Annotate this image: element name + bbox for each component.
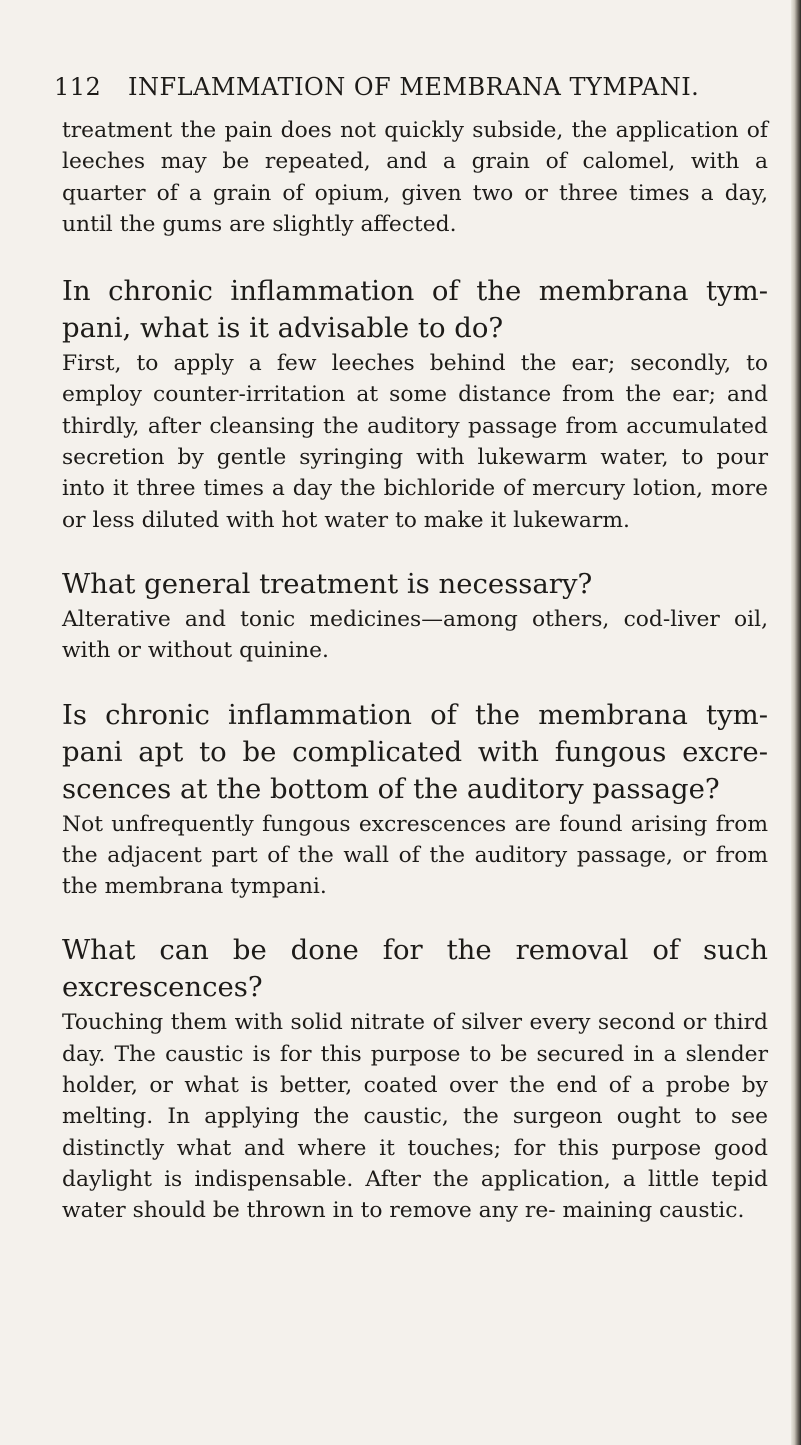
page-edge-shadow [791,0,801,1445]
intro-paragraph: treatment the pain does not quickly subside, the application of leeches may be repeated, and a grain of calomel, with a quarter of a grain of opium, given two or three times a day, until the gums are slightly affected. [62,118,768,237]
running-head [54,73,768,113]
question-heading: In chronic inflammation of the membrana tym- pani, what is it advisable to do? [62,275,768,345]
question-heading: What can be done for the removal of such excrescences? [62,934,768,1004]
question-heading: Is chronic inflammation of the membrana tym- pani apt to be complicated with fungous excre- scences at the bottom of the auditory passage? [62,698,768,805]
book-page [54,0,768,1227]
answer-paragraph: Alterative and tonic medicines—among others, cod-liver oil, with or without quinine. [62,606,768,664]
running-title: INFLAMMATION OF MEMBRANA TYMPANI. [128,73,700,101]
answer-paragraph: Not unfrequently fungous excrescences are found arising from the adjacent part of the wall of the auditory passage, or from the membrana tympani. [62,811,768,900]
page-number: 112 [54,73,102,101]
question-heading: What general treatment is necessary? [62,567,593,600]
answer-paragraph: Touching them with solid nitrate of silver every second or third day. The caustic is for this purpose to be secured in a slender holder, or what is better, coated over the end of a probe by melting. In applying the caustic, the surgeon ought to see distinctly what and where it touches; for this purpose good daylight is indispensable. After the application, a little tepid water should be thrown in to remove any re- maining caustic. [62,1010,768,1224]
answer-paragraph: First, to apply a few leeches behind the ear; secondly, to employ counter-irritation at some distance from the ear; and thirdly, after cleansing the auditory passage from accumulated secretion by gentle syringing with lukewarm water, to pour into it three times a day the bichloride of mercury lotion, more or less diluted with hot water to make it lukewarm. [62,351,768,533]
